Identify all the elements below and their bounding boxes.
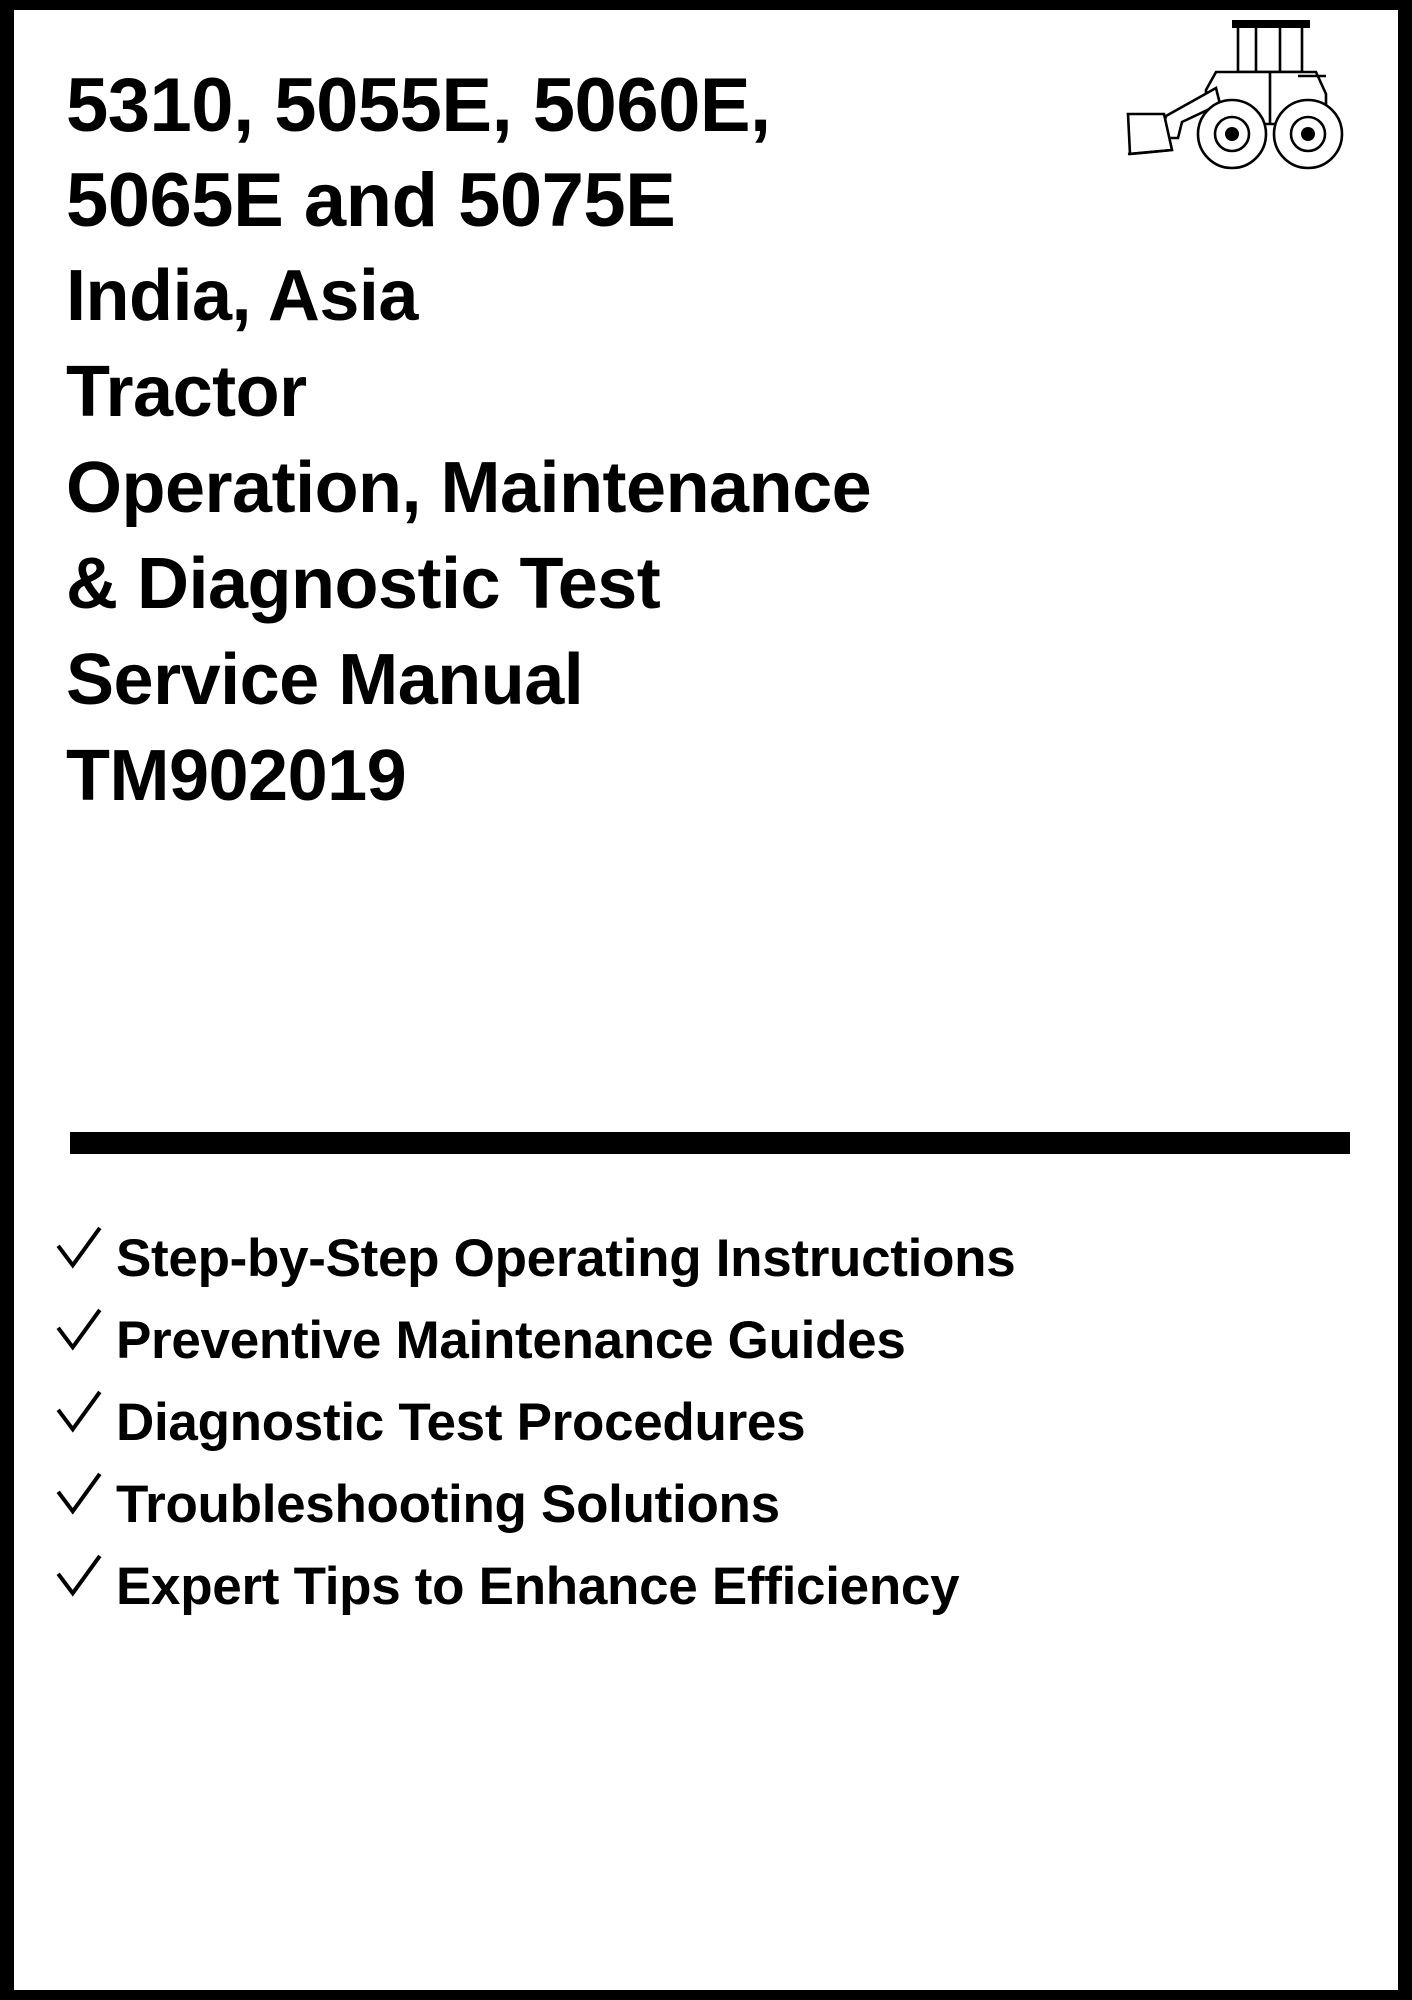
feature-label: Troubleshooting Solutions <box>116 1475 780 1534</box>
wheel-loader-illustration <box>1120 18 1350 188</box>
feature-label: Diagnostic Test Procedures <box>116 1393 806 1452</box>
title-line-4: Tractor <box>66 352 307 432</box>
title-line-1: 5310, 5055E, 5060E, <box>66 63 771 148</box>
checkmark-icon <box>54 1386 116 1440</box>
title-line-3: India, Asia <box>66 256 418 336</box>
feature-list <box>54 1222 1354 1632</box>
feature-label: Preventive Maintenance Guides <box>116 1311 906 1370</box>
list-item <box>54 1222 1354 1290</box>
cover-content <box>14 10 1398 1990</box>
horizontal-rule <box>70 1132 1350 1154</box>
list-item <box>54 1468 1354 1536</box>
list-item <box>54 1304 1354 1372</box>
feature-label: Expert Tips to Enhance Efficiency <box>116 1557 960 1616</box>
list-item <box>54 1386 1354 1454</box>
checkmark-icon <box>54 1468 116 1522</box>
title-line-8: TM902019 <box>66 736 407 816</box>
title-line-5: Operation, Maintenance <box>66 448 872 528</box>
feature-label: Step-by-Step Operating Instructions <box>116 1229 1016 1288</box>
checkmark-icon <box>54 1550 116 1604</box>
list-item <box>54 1550 1354 1618</box>
checkmark-icon <box>54 1222 116 1276</box>
document-page <box>14 10 1398 1990</box>
page-title <box>66 58 1126 824</box>
title-line-2: 5065E and 5075E <box>66 158 676 243</box>
checkmark-icon <box>54 1304 116 1358</box>
title-line-6: & Diagnostic Test <box>66 544 661 624</box>
title-line-7: Service Manual <box>66 640 584 720</box>
